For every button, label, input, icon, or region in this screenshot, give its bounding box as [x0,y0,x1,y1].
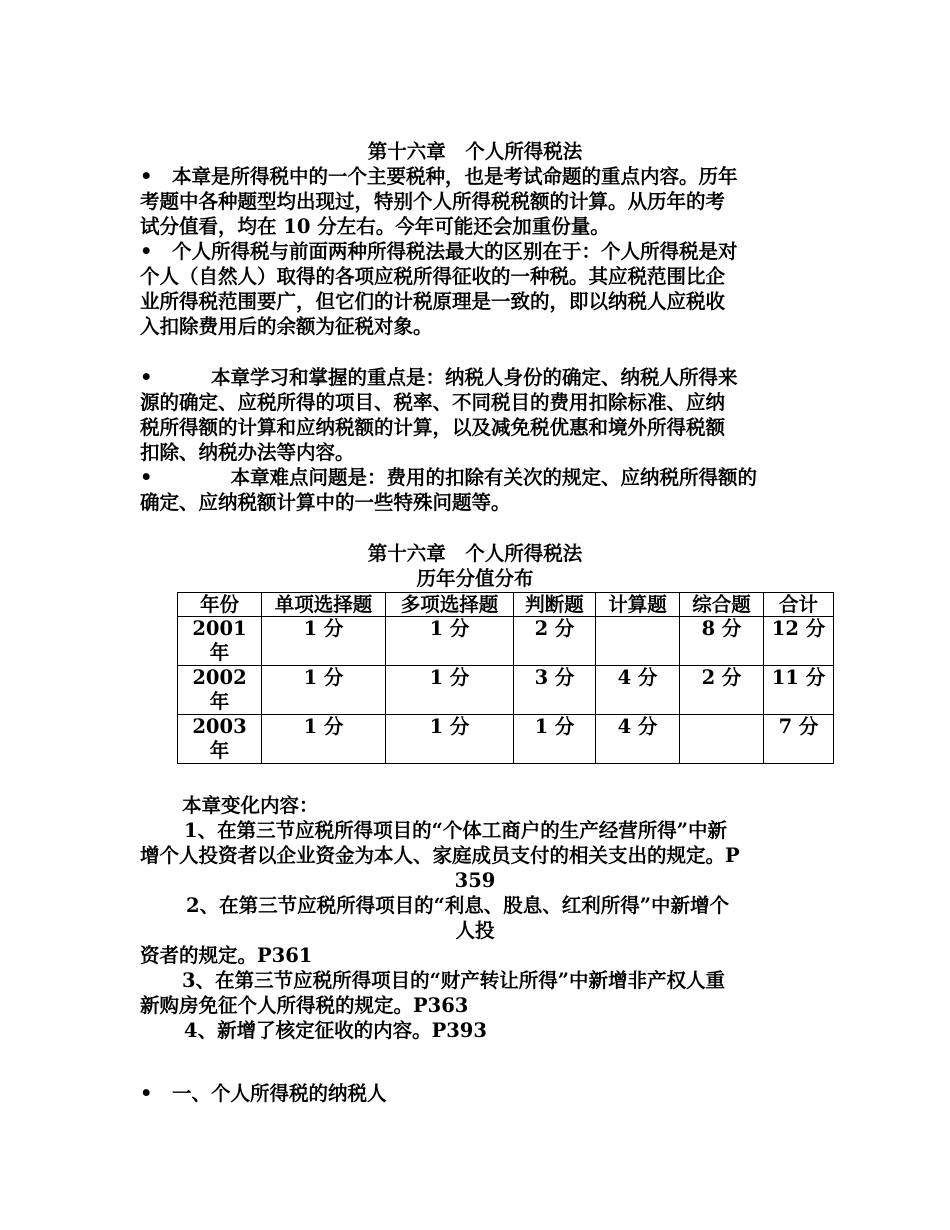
year-cell: 2001 年 [178,617,262,666]
table-cell: 1 分 [386,715,514,764]
change-1-line1: 1、在第三节应税所得项目的“个体工商户的生产经营所得”中新 [184,819,728,842]
section-one-heading: • 一、个人所得税的纳税人 [140,1082,387,1105]
intro-p1-line3: 试分值看，均在 10 分左右。今年可能还会加重份量。 [140,215,610,238]
table-cell: 11 分 [764,666,834,715]
change-2-line2: 人投 [455,919,495,942]
change-3-line2: 新购房免征个人所得税的规定。P363 [140,994,469,1017]
table-cell: 1 分 [262,666,386,715]
table-cell: 12 分 [764,617,834,666]
table-section-subtitle: 历年分值分布 [416,567,534,590]
table-cell: 1 分 [262,617,386,666]
table-row [178,617,834,666]
header-multiple-choice: 多项选择题 [386,593,514,617]
table-cell: 2 分 [680,666,764,715]
table-cell: 4 分 [596,666,680,715]
table-cell: 1 分 [386,666,514,715]
intro-p2-line2: 个人（自然人）取得的各项应税所得征收的一种税。其应税范围比企 [140,265,726,288]
intro-p2-line3: 业所得税范围要广，但它们的计税原理是一致的，即以纳税人应税收 [140,290,726,313]
intro-p3-line4: 扣除、纳税办法等内容。 [140,441,355,464]
header-true-false: 判断题 [514,593,596,617]
intro-p2-line1: • 个人所得税与前面两种所得税法最大的区别在于：个人所得税是对 [140,240,738,263]
change-1-line3: 359 [454,869,496,892]
intro-p3-line3: 税所得额的计算和应纳税额的计算，以及减免税优惠和境外所得税额 [140,416,726,439]
intro-p4-line1: • 本章难点问题是：费用的扣除有关次的规定、应纳税所得额的 [140,466,757,489]
table-cell: 1 分 [386,617,514,666]
table-cell: 8 分 [680,617,764,666]
header-single-choice: 单项选择题 [262,593,386,617]
table-header-row [178,593,834,617]
year-cell: 2003 年 [178,715,262,764]
table-cell: 3 分 [514,666,596,715]
intro-p3-line1: • 本章学习和掌握的重点是：纳税人身份的确定、纳税人所得来 [140,366,738,389]
table-cell: 2 分 [514,617,596,666]
table-cell: 1 分 [514,715,596,764]
chapter-title: 第十六章 个人所得税法 [367,140,583,163]
intro-p2-line4: 入扣除费用后的余额为征税对象。 [140,315,433,338]
change-2-line1: 2、在第三节应税所得项目的“利息、股息、红利所得”中新增个 [186,894,730,917]
table-row [178,666,834,715]
table-cell [596,617,680,666]
changes-heading: 本章变化内容： [182,794,319,817]
table-cell: 4 分 [596,715,680,764]
score-distribution-table [177,592,834,764]
table-cell: 7 分 [764,715,834,764]
table-row [178,715,834,764]
intro-p1-line1: • 本章是所得税中的一个主要税种，也是考试命题的重点内容。历年 [140,165,738,188]
table-section-title: 第十六章 个人所得税法 [367,542,583,565]
change-1-line2: 增个人投资者以企业资金为本人、家庭成员支付的相关支出的规定。P [140,844,740,867]
year-cell: 2002 年 [178,666,262,715]
table-cell: 1 分 [262,715,386,764]
header-calculation: 计算题 [596,593,680,617]
change-3-line1: 3、在第三节应税所得项目的“财产转让所得”中新增非产权人重 [182,969,726,992]
header-total: 合计 [764,593,834,617]
change-4-line1: 4、新增了核定征收的内容。P393 [184,1019,487,1042]
header-year: 年份 [178,593,262,617]
intro-p1-line2: 考题中各种题型均出现过，特别个人所得税税额的计算。从历年的考 [140,190,726,213]
header-comprehensive: 综合题 [680,593,764,617]
intro-p3-line2: 源的确定、应税所得的项目、税率、不同税目的费用扣除标准、应纳 [140,391,726,414]
change-2-line3: 资者的规定。P361 [140,944,313,967]
intro-p4-line2: 确定、应纳税额计算中的一些特殊问题等。 [140,491,511,514]
table-cell [680,715,764,764]
